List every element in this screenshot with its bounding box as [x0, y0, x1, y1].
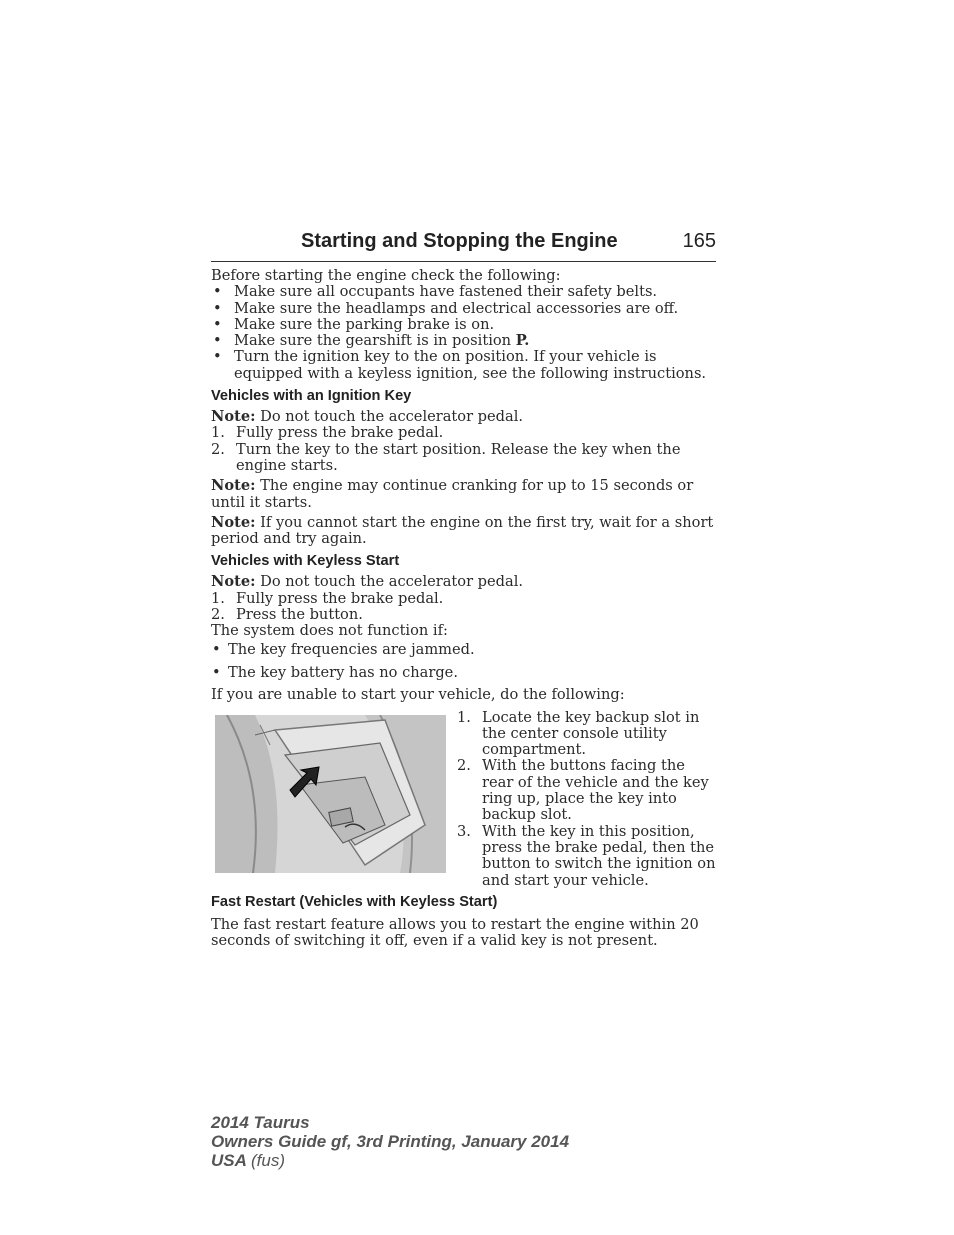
list-item: • Make sure all occupants have fastened their safety belts. — [211, 284, 716, 300]
list-item: • The key frequencies are jammed. — [211, 642, 716, 658]
not-function-intro: The system does not function if: — [211, 622, 448, 640]
list-item: 1. Fully press the brake pedal. — [211, 589, 444, 607]
list-item: 3. With the key in this position, press the brake pedal, then the button to switch the ignition on and start your vehicle. — [457, 822, 716, 889]
section-heading-fast-restart: Fast Restart (Vehicles with Keyless Start) — [211, 893, 498, 910]
section-heading-keyless-start: Vehicles with Keyless Start — [211, 553, 400, 570]
console-backup-slot-illustration — [215, 715, 446, 873]
footer-region: USA (fus) — [211, 1151, 285, 1170]
page-header — [211, 229, 716, 262]
note: Note: Do not touch the accelerator pedal. — [211, 408, 524, 426]
list-item: • Turn the ignition key to the on position. If your vehicle is equipped with a keyless ignition, see the following instructions. — [211, 349, 716, 382]
list-item: 2. Turn the key to the start position. Release the key when the engine starts. — [211, 440, 681, 474]
list-item: • Make sure the gearshift is in position P. — [211, 333, 716, 349]
footer-model: 2014 Taurus — [211, 1113, 310, 1132]
page-number: 165 — [682, 230, 716, 252]
page-title: Starting and Stopping the Engine — [301, 230, 618, 252]
gear-position: P. — [515, 332, 530, 350]
list-item: 1. Fully press the brake pedal. — [211, 424, 444, 442]
list-item: • Make sure the headlamps and electrical accessories are off. — [211, 301, 716, 317]
section-heading-ignition-key: Vehicles with an Ignition Key — [211, 388, 412, 405]
list-item: 1. Locate the key backup slot in the center console utility compartment. — [457, 708, 700, 759]
figure-row — [211, 710, 716, 890]
note: Note: If you cannot start the engine on the first try, wait for a short period and try again. — [211, 513, 714, 548]
keyless-steps — [211, 591, 716, 624]
page-footer — [211, 1113, 569, 1170]
footer-guide: Owners Guide gf, 3rd Printing, January 2014 — [211, 1132, 570, 1151]
ignition-key-steps — [211, 425, 716, 474]
page-content — [211, 268, 716, 949]
list-item: • Make sure the parking brake is on. — [211, 317, 716, 333]
checklist — [211, 284, 716, 382]
note: Note: Do not touch the accelerator pedal. — [211, 573, 524, 591]
list-item: 2. Press the button. — [211, 606, 363, 624]
not-function-list — [211, 642, 716, 682]
intro-text: Before starting the engine check the following: — [211, 267, 561, 284]
fast-restart-text: The fast restart feature allows you to restart the engine within 20 seconds of switching it off, even if a valid key is not present. — [211, 915, 699, 949]
note: Note: The engine may continue cranking for up to 15 seconds or until it starts. — [211, 477, 694, 511]
list-item: • The key battery has no charge. — [211, 665, 716, 681]
list-item: 2. With the buttons facing the rear of the vehicle and the key ring up, place the key into backup slot. — [457, 757, 709, 824]
backup-slot-steps — [457, 710, 717, 889]
unable-intro: If you are unable to start your vehicle, do the following: — [211, 686, 625, 704]
